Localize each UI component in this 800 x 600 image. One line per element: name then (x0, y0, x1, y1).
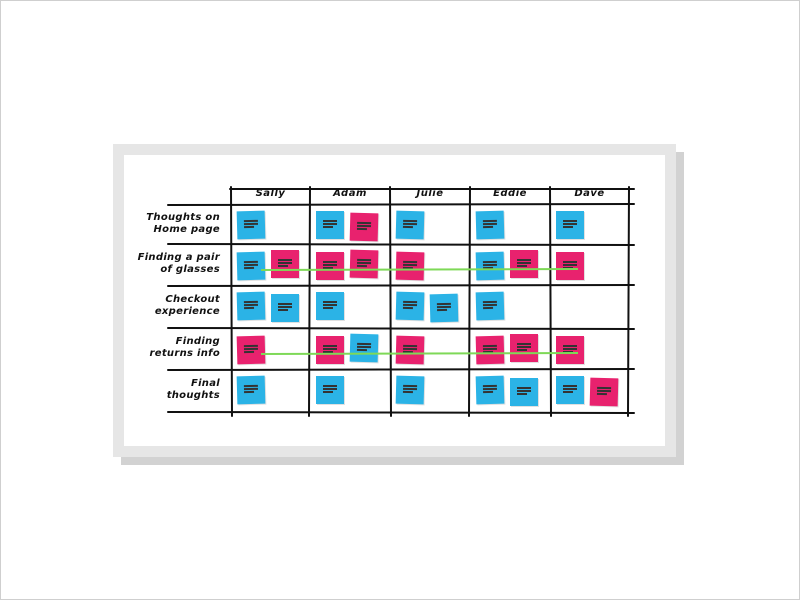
note-scribble-line (403, 220, 417, 222)
grid-line-vertical (550, 187, 551, 416)
row-label-line: Finding (175, 336, 220, 347)
blue-sticky-note (556, 211, 584, 239)
note-scribble-line (597, 387, 611, 389)
note-scribble-line (563, 220, 577, 222)
note-scribble-line (244, 220, 258, 222)
grid-line-horizontal (168, 369, 634, 370)
note-scribble-line (244, 388, 258, 390)
pink-sticky-note (350, 213, 379, 242)
note-scribble-line (244, 226, 254, 228)
note-scribble-line (483, 226, 493, 228)
note-scribble-line (244, 391, 254, 393)
row-label-line: Home page (153, 223, 220, 235)
note-scribble-line (563, 223, 577, 225)
blue-sticky-note (476, 376, 505, 405)
note-scribble-line (403, 351, 413, 353)
grid-line-vertical (390, 187, 391, 416)
note-scribble-line (483, 223, 497, 225)
note-scribble-line (483, 348, 497, 350)
note-scribble-line (563, 345, 577, 347)
note-scribble-line (483, 267, 493, 269)
note-scribble-line (323, 220, 337, 222)
note-scribble-line (483, 261, 497, 263)
note-scribble-line (357, 343, 371, 345)
blue-sticky-note (510, 378, 538, 406)
blue-sticky-note (237, 292, 266, 321)
blue-sticky-note (396, 376, 425, 405)
note-scribble-line (244, 348, 258, 350)
note-scribble-line (563, 351, 573, 353)
note-scribble-line (323, 307, 333, 309)
pink-sticky-note (316, 252, 344, 280)
row-label-line: experience (154, 306, 220, 317)
note-scribble-line (597, 393, 607, 395)
row-label-line: returns info (149, 348, 220, 359)
note-scribble-line (403, 223, 417, 225)
note-scribble-line (323, 385, 337, 387)
note-scribble-line (323, 267, 333, 269)
note-scribble-line (244, 351, 254, 353)
note-scribble-line (403, 388, 417, 390)
note-scribble-line (403, 385, 417, 387)
note-scribble-line (437, 309, 447, 311)
note-scribble-line (517, 387, 531, 389)
note-scribble-line (403, 301, 417, 303)
note-scribble-line (278, 262, 292, 264)
note-scribble-line (244, 301, 258, 303)
grid-line-horizontal (168, 244, 634, 245)
row-label-checkout (120, 294, 220, 318)
blue-sticky-note (237, 211, 266, 240)
note-scribble-line (323, 388, 337, 390)
note-scribble-line (483, 351, 493, 353)
row-label-line: of glasses (160, 264, 220, 275)
note-scribble-line (323, 223, 337, 225)
note-scribble-line (323, 351, 333, 353)
pink-sticky-note (556, 336, 584, 364)
note-scribble-line (244, 307, 254, 309)
blue-sticky-note (237, 252, 266, 281)
grid-line-vertical (628, 187, 629, 416)
grid-line-vertical (469, 187, 470, 416)
note-scribble-line (517, 265, 527, 267)
note-scribble-line (563, 385, 577, 387)
note-scribble-line (323, 226, 333, 228)
note-scribble-line (244, 304, 258, 306)
note-scribble-line (483, 304, 497, 306)
note-scribble-line (517, 262, 531, 264)
blue-sticky-note (476, 211, 505, 240)
note-scribble-line (483, 385, 497, 387)
note-scribble-line (357, 225, 371, 227)
pink-sticky-note (316, 336, 344, 364)
column-header-adam: Adam (333, 188, 367, 199)
note-scribble-line (517, 343, 531, 345)
note-scribble-line (278, 259, 292, 261)
blue-sticky-note (476, 252, 505, 281)
note-scribble-line (403, 261, 417, 263)
note-scribble-line (357, 222, 371, 224)
pink-sticky-note (510, 250, 538, 278)
pink-sticky-note (271, 250, 299, 278)
note-scribble-line (323, 261, 337, 263)
blue-sticky-note (316, 211, 344, 239)
note-scribble-line (323, 391, 333, 393)
note-scribble-line (403, 307, 413, 309)
note-scribble-line (483, 301, 497, 303)
column-header-julie: Julie (416, 188, 444, 199)
note-scribble-line (403, 226, 413, 228)
note-scribble-line (517, 349, 527, 351)
column-header-sally: Sally (255, 188, 286, 199)
note-scribble-line (483, 388, 497, 390)
note-scribble-line (517, 393, 527, 395)
note-scribble-line (244, 345, 258, 347)
note-scribble-line (357, 346, 371, 348)
note-scribble-line (517, 346, 531, 348)
note-scribble-line (437, 303, 451, 305)
blue-sticky-note (271, 294, 299, 322)
note-scribble-line (403, 348, 417, 350)
grid-line-vertical (309, 187, 310, 416)
pink-sticky-note (396, 336, 425, 365)
note-scribble-line (357, 259, 371, 261)
note-scribble-line (403, 267, 413, 269)
note-scribble-line (244, 267, 254, 269)
note-scribble-line (357, 262, 371, 264)
note-scribble-line (483, 264, 497, 266)
note-scribble-line (244, 385, 258, 387)
note-scribble-line (244, 264, 258, 266)
note-scribble-line (517, 390, 531, 392)
grid-line-horizontal (168, 412, 634, 413)
blue-sticky-note (396, 292, 425, 321)
blue-sticky-note (316, 376, 344, 404)
note-scribble-line (323, 264, 337, 266)
row-label-final (120, 378, 220, 402)
pink-sticky-note (556, 252, 584, 280)
note-scribble-line (563, 267, 573, 269)
note-scribble-line (403, 304, 417, 306)
note-scribble-line (323, 304, 337, 306)
note-scribble-line (244, 261, 258, 263)
note-scribble-line (357, 228, 367, 230)
grid-line-vertical (231, 187, 232, 416)
note-scribble-line (563, 391, 573, 393)
pink-sticky-note (237, 336, 266, 365)
note-scribble-line (278, 303, 292, 305)
pink-sticky-note (590, 378, 619, 407)
row-label-glasses (120, 252, 220, 276)
row-label-line: thoughts (166, 390, 220, 401)
note-scribble-line (483, 391, 493, 393)
note-scribble-line (483, 345, 497, 347)
note-scribble-line (357, 349, 367, 351)
row-label-line: Final (190, 378, 220, 389)
note-scribble-line (563, 348, 577, 350)
note-scribble-line (517, 259, 531, 261)
note-scribble-line (278, 306, 292, 308)
row-label-line: Finding a pair (137, 252, 220, 263)
note-scribble-line (357, 265, 367, 267)
row-label-line: Checkout (165, 294, 220, 305)
note-scribble-line (563, 264, 577, 266)
pink-sticky-note (510, 334, 538, 362)
note-scribble-line (403, 264, 417, 266)
row-label-line: Thoughts on (146, 211, 220, 223)
note-scribble-line (437, 306, 451, 308)
note-scribble-line (323, 348, 337, 350)
note-scribble-line (483, 220, 497, 222)
note-scribble-line (278, 265, 288, 267)
note-scribble-line (563, 261, 577, 263)
note-scribble-line (597, 390, 611, 392)
blue-sticky-note (556, 376, 584, 404)
row-label-returns (120, 336, 220, 360)
note-scribble-line (278, 309, 288, 311)
blue-sticky-note (396, 211, 425, 240)
column-header-dave: Dave (574, 188, 605, 199)
blue-sticky-note (350, 334, 379, 363)
note-scribble-line (483, 307, 493, 309)
pink-sticky-note (350, 250, 379, 279)
grid-line-horizontal (168, 285, 634, 286)
note-scribble-line (403, 345, 417, 347)
note-scribble-line (244, 223, 258, 225)
pink-sticky-note (476, 336, 505, 365)
note-scribble-line (563, 388, 577, 390)
pink-sticky-note (396, 252, 425, 281)
column-header-eddie: Eddie (493, 188, 527, 199)
grid-line-horizontal (168, 204, 634, 205)
row-label-home-page (120, 212, 220, 236)
note-scribble-line (323, 345, 337, 347)
blue-sticky-note (316, 292, 344, 320)
blue-sticky-note (476, 292, 505, 321)
blue-sticky-note (430, 294, 459, 323)
note-scribble-line (563, 226, 573, 228)
note-scribble-line (323, 301, 337, 303)
grid-line-horizontal (168, 328, 634, 329)
note-scribble-line (403, 391, 413, 393)
blue-sticky-note (237, 376, 266, 405)
